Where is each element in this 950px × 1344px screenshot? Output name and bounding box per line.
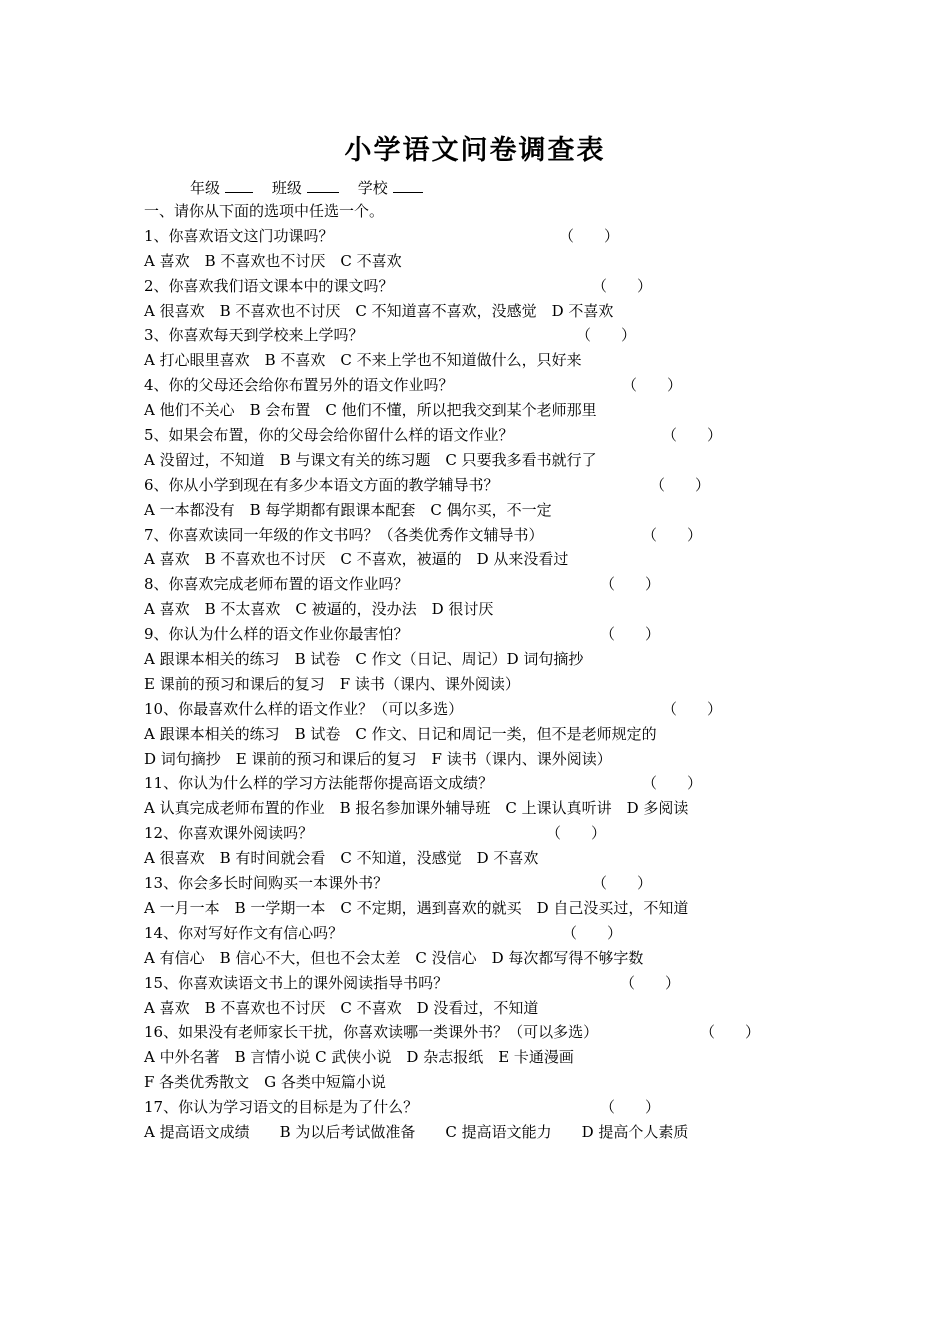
options-line bbox=[144, 448, 844, 473]
answer-blank[interactable]: （ ） bbox=[600, 625, 661, 644]
options-line bbox=[144, 722, 844, 747]
question-line bbox=[144, 572, 844, 597]
option-text: A 喜欢 B 不喜欢也不讨厌 C 不喜欢 D 没看过，不知道 bbox=[144, 998, 539, 1017]
question-text: 3、你喜欢每天到学校来上学吗？ bbox=[144, 326, 364, 345]
answer-blank[interactable]: （ ） bbox=[620, 973, 681, 992]
question-line bbox=[144, 423, 844, 448]
question-line bbox=[144, 224, 844, 249]
option-text: A 很喜欢 B 不喜欢也不讨厌 C 不知道喜不喜欢，没感觉 D 不喜欢 bbox=[144, 301, 614, 320]
question-text: 4、你的父母还会给你布置另外的语文作业吗？ bbox=[144, 376, 454, 395]
answer-blank[interactable]: （ ） bbox=[642, 774, 703, 793]
option-text: A 喜欢 B 不喜欢也不讨厌 C 不喜欢，被逼的 D 从来没看过 bbox=[144, 550, 569, 569]
options-line bbox=[144, 747, 844, 772]
question-line bbox=[144, 473, 844, 498]
options-line bbox=[144, 1120, 844, 1145]
question-text: 11、你认为什么样的学习方法能帮你提高语文成绩？ bbox=[144, 774, 494, 793]
question-text: 12、你喜欢课外阅读吗？ bbox=[144, 824, 314, 843]
question-line bbox=[144, 871, 844, 896]
question-text: 6、你从小学到现在有多少本语文方面的教学辅导书？ bbox=[144, 475, 499, 494]
options-line bbox=[144, 1070, 844, 1095]
options-line bbox=[144, 896, 844, 921]
question-text: 13、你会多长时间购买一本课外书？ bbox=[144, 874, 389, 893]
answer-blank[interactable]: （ ） bbox=[662, 426, 723, 445]
question-text: 5、如果会布置，你的父母会给你留什么样的语文作业？ bbox=[144, 426, 514, 445]
option-text: A 喜欢 B 不太喜欢 C 被逼的，没办法 D 很讨厌 bbox=[144, 600, 494, 619]
question-line bbox=[144, 1095, 844, 1120]
school-blank[interactable] bbox=[393, 176, 423, 193]
answer-blank[interactable]: （ ） bbox=[592, 874, 653, 893]
options-line bbox=[144, 547, 844, 572]
question-text: 9、你认为什么样的语文作业你最害怕？ bbox=[144, 625, 409, 644]
question-line bbox=[144, 771, 844, 796]
question-text: 8、你喜欢完成老师布置的语文作业吗？ bbox=[144, 575, 409, 594]
option-text: A 喜欢 B 不喜欢也不讨厌 C 不喜欢 bbox=[144, 251, 402, 270]
school-label: 学校 bbox=[357, 179, 388, 197]
question-line bbox=[144, 697, 844, 722]
option-text: A 很喜欢 B 有时间就会看 C 不知道，没感觉 D 不喜欢 bbox=[144, 849, 539, 868]
question-line bbox=[144, 821, 844, 846]
options-line bbox=[144, 1045, 844, 1070]
options-line bbox=[144, 597, 844, 622]
answer-blank[interactable]: （ ） bbox=[576, 326, 637, 345]
answer-blank[interactable]: （ ） bbox=[600, 575, 661, 594]
grade-label: 年级 bbox=[190, 179, 221, 197]
option-text: A 打心眼里喜欢 B 不喜欢 C 不来上学也不知道做什么，只好来 bbox=[144, 351, 582, 370]
question-line bbox=[144, 274, 844, 299]
question-text: 16、如果没有老师家长干扰，你喜欢读哪一类课外书？（可以多选） bbox=[144, 1023, 599, 1042]
options-line bbox=[144, 846, 844, 871]
question-text: 1、你喜欢语文这门功课吗？ bbox=[144, 226, 334, 245]
answer-blank[interactable]: （ ） bbox=[642, 525, 703, 544]
question-line bbox=[144, 971, 844, 996]
options-line bbox=[144, 498, 844, 523]
option-text: A 有信心 B 信心不大，但也不会太差 C 没信心 D 每次都写得不够字数 bbox=[144, 948, 644, 967]
question-list bbox=[144, 199, 844, 1145]
question-text: 7、你喜欢读同一年级的作文书吗？（各类优秀作文辅导书） bbox=[144, 525, 544, 544]
options-line bbox=[144, 299, 844, 324]
options-line bbox=[144, 348, 844, 373]
option-text: A 一本都没有 B 每学期都有跟课本配套 C 偶尔买，不一定 bbox=[144, 500, 552, 519]
page-title: 小学语文问卷调查表 bbox=[344, 135, 606, 166]
option-text: A 提高语文成绩 B 为以后考试做准备 C 提高语文能力 D 提高个人素质 bbox=[144, 1122, 689, 1141]
question-line bbox=[144, 622, 844, 647]
student-info-line bbox=[190, 176, 423, 199]
answer-blank[interactable]: （ ） bbox=[600, 1098, 661, 1117]
question-text: 10、你最喜欢什么样的语文作业？（可以多选） bbox=[144, 699, 464, 718]
option-text: A 没留过，不知道 B 与课文有关的练习题 C 只要我多看书就行了 bbox=[144, 450, 597, 469]
question-text: 17、你认为学习语文的目标是为了什么？ bbox=[144, 1098, 419, 1117]
answer-blank[interactable]: （ ） bbox=[562, 923, 623, 942]
option-text: A 中外名著 B 言情小说 C 武侠小说 D 杂志报纸 E 卡通漫画 bbox=[144, 1048, 574, 1067]
answer-blank[interactable]: （ ） bbox=[662, 699, 723, 718]
question-text: 15、你喜欢读语文书上的课外阅读指导书吗？ bbox=[144, 973, 449, 992]
class-blank[interactable] bbox=[307, 176, 339, 193]
answer-blank[interactable]: （ ） bbox=[559, 226, 620, 245]
options-line bbox=[144, 996, 844, 1021]
options-line bbox=[144, 672, 844, 697]
question-text: 14、你对写好作文有信心吗？ bbox=[144, 923, 344, 942]
question-line bbox=[144, 523, 844, 548]
answer-blank[interactable]: （ ） bbox=[622, 376, 683, 395]
option-text: A 他们不关心 B 会布置 C 他们不懂，所以把我交到某个老师那里 bbox=[144, 401, 597, 420]
option-text: A 认真完成老师布置的作业 B 报名参加课外辅导班 C 上课认真听讲 D 多阅读 bbox=[144, 799, 689, 818]
option-text: A 一月一本 B 一学期一本 C 不定期，遇到喜欢的就买 D 自己没买过，不知道 bbox=[144, 898, 689, 917]
class-label: 班级 bbox=[271, 179, 302, 197]
answer-blank[interactable]: （ ） bbox=[592, 276, 653, 295]
options-line bbox=[144, 796, 844, 821]
question-line bbox=[144, 1020, 844, 1045]
question-line bbox=[144, 373, 844, 398]
options-line bbox=[144, 946, 844, 971]
option-text: E 课前的预习和课后的复习 F 读书（课内、课外阅读） bbox=[144, 674, 520, 693]
option-text: F 各类优秀散文 G 各类中短篇小说 bbox=[144, 1073, 386, 1092]
question-text: 2、你喜欢我们语文课本中的课文吗？ bbox=[144, 276, 394, 295]
option-text: A 跟课本相关的练习 B 试卷 C 作文、日记和周记一类，但不是老师规定的 bbox=[144, 724, 657, 743]
grade-blank[interactable] bbox=[225, 176, 253, 193]
answer-blank[interactable]: （ ） bbox=[650, 475, 711, 494]
section-heading: 一、请你从下面的选项中任选一个。 bbox=[144, 202, 385, 220]
answer-blank[interactable]: （ ） bbox=[546, 824, 607, 843]
question-line bbox=[144, 921, 844, 946]
question-line bbox=[144, 323, 844, 348]
options-line bbox=[144, 647, 844, 672]
option-text: A 跟课本相关的练习 B 试卷 C 作文（日记、周记）D 词句摘抄 bbox=[144, 650, 584, 669]
option-text: D 词句摘抄 E 课前的预习和课后的复习 F 读书（课内、课外阅读） bbox=[144, 749, 612, 768]
options-line bbox=[144, 398, 844, 423]
answer-blank[interactable]: （ ） bbox=[700, 1023, 761, 1042]
options-line bbox=[144, 249, 844, 274]
